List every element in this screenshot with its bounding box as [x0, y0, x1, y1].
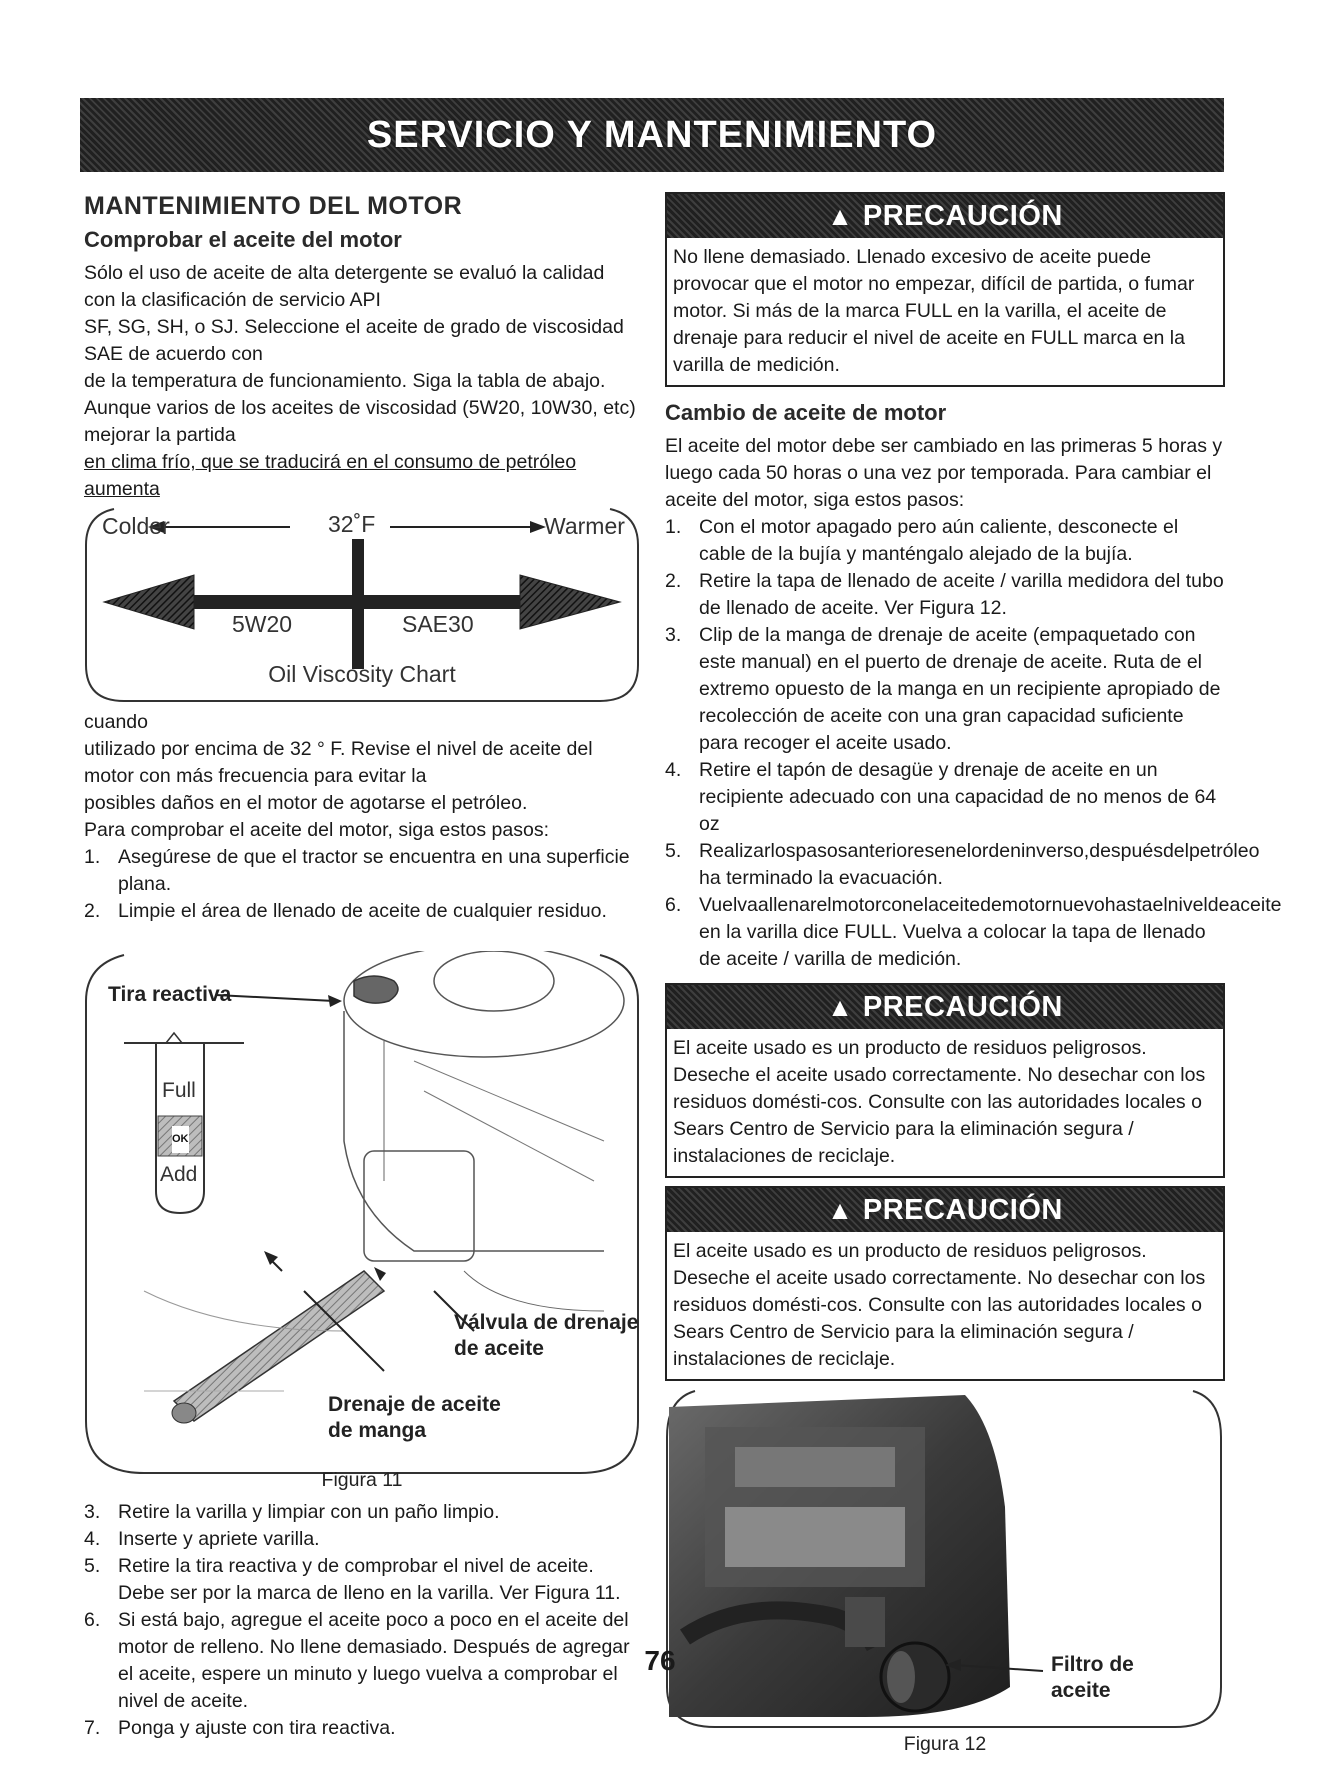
label-dipstick: Tira reactiva [108, 983, 232, 1006]
subsection-heading: Comprobar el aceite del motor [84, 227, 402, 252]
chart-title: Oil Viscosity Chart [268, 661, 456, 687]
list-item: 7. Ponga y ajuste con tira reactiva. [84, 1717, 396, 1739]
paragraph: de la temperatura de funcionamiento. Siga la tabla de abajo. [84, 370, 606, 392]
caution-box [665, 983, 1225, 1178]
list-item: 3. Retire la varilla y limpiar con un paño limpio. [84, 1501, 500, 1523]
chart-label-colder: Colder [102, 513, 170, 539]
list-item: 4. Retire el tapón de desagüe y drenaje de aceite en un recipiente adecuado con una capacidad de no menos de 64 oz [665, 759, 1217, 835]
list-item: 4. Inserte y apriete varilla. [84, 1528, 320, 1550]
label-drain-sleeve-line1: Drenaje de aceite [328, 1393, 501, 1416]
caution-header [667, 985, 1223, 1029]
paragraph: posibles daños en el motor de agotarse el petróleo. [84, 792, 528, 814]
list-item: 5. Retire la tira reactiva y de comprobar el nivel de aceite. Debe ser por la marca de lleno en la varilla. Ver Figura 11. [84, 1555, 621, 1604]
oil-viscosity-chart [84, 505, 640, 705]
paragraph: utilizado por encima de 32 ° F. Revise el nivel de aceite del motor con más frecuencia para evitar la [84, 738, 593, 787]
steps-list-check-continued [84, 1499, 640, 1742]
caution-box [665, 192, 1225, 387]
paragraph: Sólo el uso de aceite de alta detergente se evaluó la calidad con la clasificación de servicio API [84, 262, 605, 311]
section-banner [80, 98, 1224, 172]
subsection-heading: Cambio de aceite de motor [665, 400, 947, 425]
banner-title: SERVICIO Y MANTENIMIENTO [366, 113, 938, 156]
list-item: 5. Realizarlospasosanterioresenelordeninverso,despuésdelpetróleo ha terminado la evacuación. [665, 840, 1260, 889]
label-oil-filter-line1: Filtro de [1051, 1653, 1134, 1676]
list-item: 2. Retire la tapa de llenado de aceite / varilla medidora del tubo de llenado de aceite. Ver Figura 12. [665, 570, 1224, 619]
figure-12 [665, 1387, 1225, 1757]
label-drain-valve-line1: Válvula de drenaje [454, 1311, 639, 1334]
label-drain-sleeve-line2: de manga [328, 1419, 427, 1442]
figure-caption: Figura 12 [903, 1733, 987, 1755]
list-item: 6. Vuelvaallenarelmotorconelaceitedemotornuevohastaelniveldeaceite en la varilla dice FULL. Vuelva a colocar la tapa de llenado de aceite / varilla de medición. [665, 894, 1282, 970]
right-column [665, 192, 1282, 1757]
left-column [84, 190, 640, 1742]
chart-label-sae30: SAE30 [402, 611, 474, 637]
steps-list-change [665, 514, 1282, 973]
label-full: Full [162, 1079, 196, 1102]
label-ok: OK [172, 1126, 189, 1153]
section-heading: MANTENIMIENTO DEL MOTOR [84, 192, 463, 220]
caution-title: PRECAUCIÓN [862, 990, 1063, 1023]
paragraph: Aunque varios de los aceites de viscosidad (5W20, 10W30, etc) mejorar la partida [84, 397, 636, 446]
list-item: 1. Con el motor apagado pero aún caliente, desconecte el cable de la bujía y manténgalo alejado de la bujía. [665, 516, 1179, 565]
warning-icon: ▲ [827, 1194, 853, 1225]
label-add: Add [160, 1163, 198, 1186]
list-item: 2. Limpie el área de llenado de aceite de cualquier residuo. [84, 900, 607, 922]
warning-icon: ▲ [827, 200, 853, 231]
paragraph: SF, SG, SH, o SJ. Seleccione el aceite de grado de viscosidad SAE de acuerdo con [84, 316, 624, 365]
list-item: 1. Asegúrese de que el tractor se encuentra en una superficie plana. [84, 846, 630, 895]
label-oil-filter-line2: aceite [1051, 1679, 1111, 1702]
label-drain-valve-line2: de aceite [454, 1337, 544, 1360]
caution-text: El aceite usado es un producto de residuos peligrosos. Deseche el aceite usado correctamente. No desechar con los residuos domésti-cos. Consulte con las autoridades locales o Sears Centro de Servicio para la eliminación segura / instalaciones de reciclaje. [673, 1037, 1206, 1167]
caution-header [667, 194, 1223, 238]
caution-box [665, 1186, 1225, 1381]
list-item: 6. Si está bajo, agregue el aceite poco a poco en el aceite del motor de relleno. No llene demasiado. Después de agregar el aceite, espere un minuto y luego vuelva a comprobar el nivel de aceite. [84, 1609, 630, 1712]
figure-11 [84, 951, 640, 1491]
chart-label-warmer: Warmer [544, 513, 625, 539]
caution-text: El aceite usado es un producto de residuos peligrosos. Deseche el aceite usado correctamente. No desechar con los residuos domésti-cos. Consulte con las autoridades locales o Sears Centro de Servicio para la eliminación segura / instalaciones de reciclaje. [673, 1240, 1206, 1370]
chart-label-5w20: 5W20 [232, 611, 293, 637]
list-item: 3. Clip de la manga de drenaje de aceite (empaquetado con este manual) en el puerto de drenaje de aceite. Ruta de el extremo opuesto de la manga en un recipiente apropiado de recolección de aceite con una gran capacidad suficiente para recoger el aceite usado. [665, 624, 1221, 754]
caution-title: PRECAUCIÓN [862, 1193, 1063, 1226]
caution-header [667, 1188, 1223, 1232]
paragraph: cuando [84, 711, 148, 733]
caution-title: PRECAUCIÓN [862, 199, 1063, 232]
chart-label-temperature: 32˚F [328, 511, 376, 537]
caution-text: No llene demasiado. Llenado excesivo de aceite puede provocar que el motor no empezar, difícil de partida, o fumar motor. Si más de la marca FULL en la varilla, el aceite de drenaje para reducir el nivel de aceite en FULL marca en la varilla de medición. [673, 246, 1195, 376]
page-number: 76 [644, 1645, 676, 1676]
figure-caption: Figura 11 [321, 1469, 403, 1491]
figure-12-photo [665, 1387, 1225, 1757]
paragraph: El aceite del motor debe ser cambiado en las primeras 5 horas y luego cada 50 horas o una vez por temporada. Para cambiar el aceite del motor, siga estos pasos: [665, 435, 1223, 511]
warning-icon: ▲ [827, 991, 853, 1022]
paragraph: en clima frío, que se traducirá en el consumo de petróleo aumenta [84, 451, 577, 500]
paragraph: Para comprobar el aceite del motor, siga estos pasos: [84, 819, 549, 841]
steps-list-check [84, 844, 640, 925]
